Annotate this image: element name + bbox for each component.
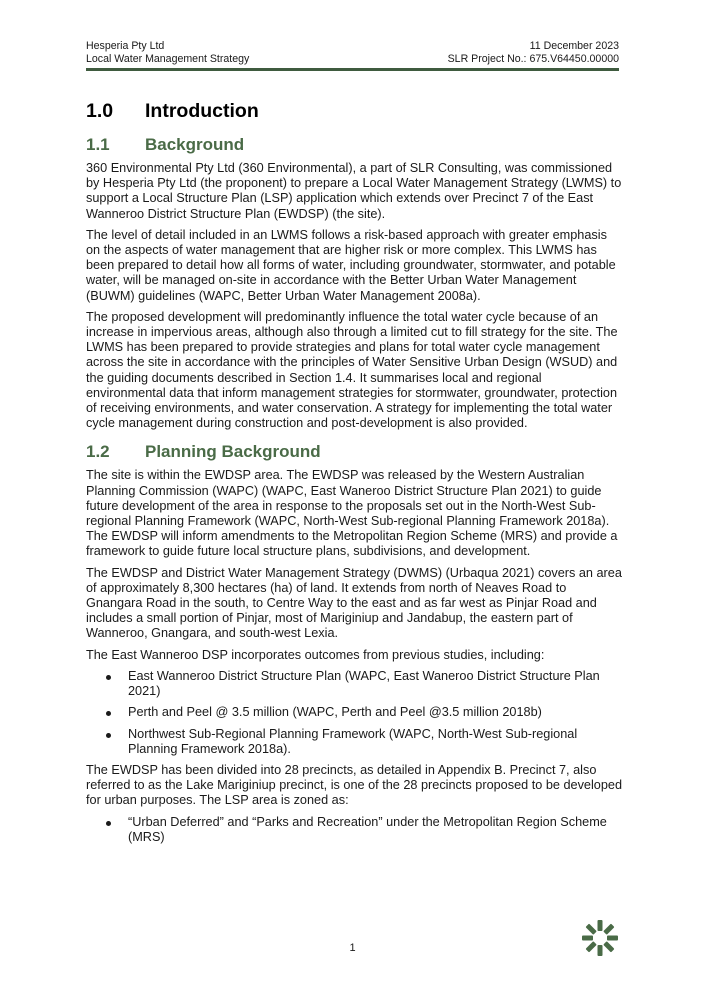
paragraph: The proposed development will predominantly influence the total water cycle because of an increase in impervious areas, although also through a limited cut to fill strategy for the site. The LWMS has been prepared to provide strategies and plans for total water cycle management across the site in accordance with the principles of Water Sensitive Urban Design (WSUD) and the guiding documents described in Section 1.4. It summarises local and regional environmental data that inform management strategies for stormwater, groundwater, protection of receiving environments, and water conservation. A strategy for implementing the total water cycle management during construction and post-development is also provided. <box>86 309 618 431</box>
section-number: 1.0 <box>86 100 114 122</box>
list-item <box>86 815 624 845</box>
list-item <box>86 669 624 699</box>
paragraph: 360 Environmental Pty Ltd (360 Environmental), a part of SLR Consulting, was commissioned by Hesperia Pty Ltd (the proponent) to prepare a Local Water Management Strategy (LWMS) to support a Local Structure Plan (LSP) application which extends over Precinct 7 of the East Wanneroo District Structure Plan (EWDSP) (the site). <box>86 161 622 221</box>
bullet-icon <box>106 711 111 716</box>
subsection-heading-planning <box>86 441 624 463</box>
list-item-text: Northwest Sub-Regional Planning Framework (WAPC, North-West Sub-regional Planning Framework 2018a). <box>128 726 578 756</box>
bullet-list <box>86 815 624 845</box>
page-number: 1 <box>349 942 356 954</box>
subsection-number: 1.2 <box>86 442 110 462</box>
section-title: Introduction <box>145 100 259 122</box>
bullet-icon <box>106 821 111 826</box>
header-project-number: SLR Project No.: 675.V64450.00000 <box>447 53 619 65</box>
section-heading <box>86 98 624 124</box>
subsection-heading-background <box>86 134 624 156</box>
list-item-text: “Urban Deferred” and “Parks and Recreation” under the Metropolitan Region Scheme (MRS) <box>128 814 607 844</box>
list-item-text: Perth and Peel @ 3.5 million (WAPC, Perth and Peel @3.5 million 2018b) <box>128 705 542 720</box>
header-date: 11 December 2023 <box>529 40 619 52</box>
list-item <box>86 705 624 720</box>
subsection-title: Planning Background <box>145 442 321 462</box>
subsection-title: Background <box>145 135 245 154</box>
header-doc-title: Local Water Management Strategy <box>86 53 250 65</box>
bullet-list <box>86 669 624 757</box>
paragraph: The level of detail included in an LWMS follows a risk-based approach with greater emphasis on the aspects of water management that are higher risk or more complex. This LWMS has been prepared to detail how all forms of water, including groundwater, stormwater, and potable water, will be managed on-site in accordance with the Better Urban Water Management (BUWM) guidelines (WAPC, Better Urban Water Management 2008a). <box>86 227 616 303</box>
header-rule <box>86 68 619 71</box>
list-item-text: East Wanneroo District Structure Plan (WAPC, East Waneroo District Structure Plan 2021) <box>128 668 600 699</box>
paragraph: The EWDSP and District Water Management Strategy (DWMS) (Urbaqua 2021) covers an area of approximately 8,300 hectares (ha) of land. It extends from north of Neaves Road to Gnangara Road in the south, to Centre Way to the east and as far west as Pinjar Road and includes a small portion of Pinjar, most of Mariginiup and Jandabup, the eastern part of Wanneroo, Gnangara, and south-west Lexia. <box>86 565 622 641</box>
paragraph: The EWDSP has been divided into 28 precincts, as detailed in Appendix B. Precinct 7, also referred to as the Lake Mariginiup precinct, is one of the 28 precincts proposed to be developed for urban purposes. The LSP area is zoned as: <box>86 762 623 808</box>
page-content <box>86 98 624 851</box>
page-header <box>86 40 619 66</box>
list-item <box>86 727 624 757</box>
bullet-icon <box>106 733 111 738</box>
paragraph: The East Wanneroo DSP incorporates outcomes from previous studies, including: <box>86 647 545 662</box>
slr-logo-icon <box>582 920 618 956</box>
bullet-icon <box>106 675 111 680</box>
subsection-number: 1.1 <box>86 135 110 154</box>
paragraph: The site is within the EWDSP area. The EWDSP was released by the Western Australian Planning Commission (WAPC) (WAPC, East Waneroo District Structure Plan 2021) to guide future development of the area in response to the proposals set out in the North-West Sub-regional Planning Framework (WAPC, North-West Sub-regional Planning Framework 2018a). The EWDSP will inform amendments to the Metropolitan Region Scheme (MRS) and provide a framework to guide future local structure plans, subdivisions, and development. <box>86 468 618 559</box>
header-company: Hesperia Pty Ltd <box>86 40 165 52</box>
